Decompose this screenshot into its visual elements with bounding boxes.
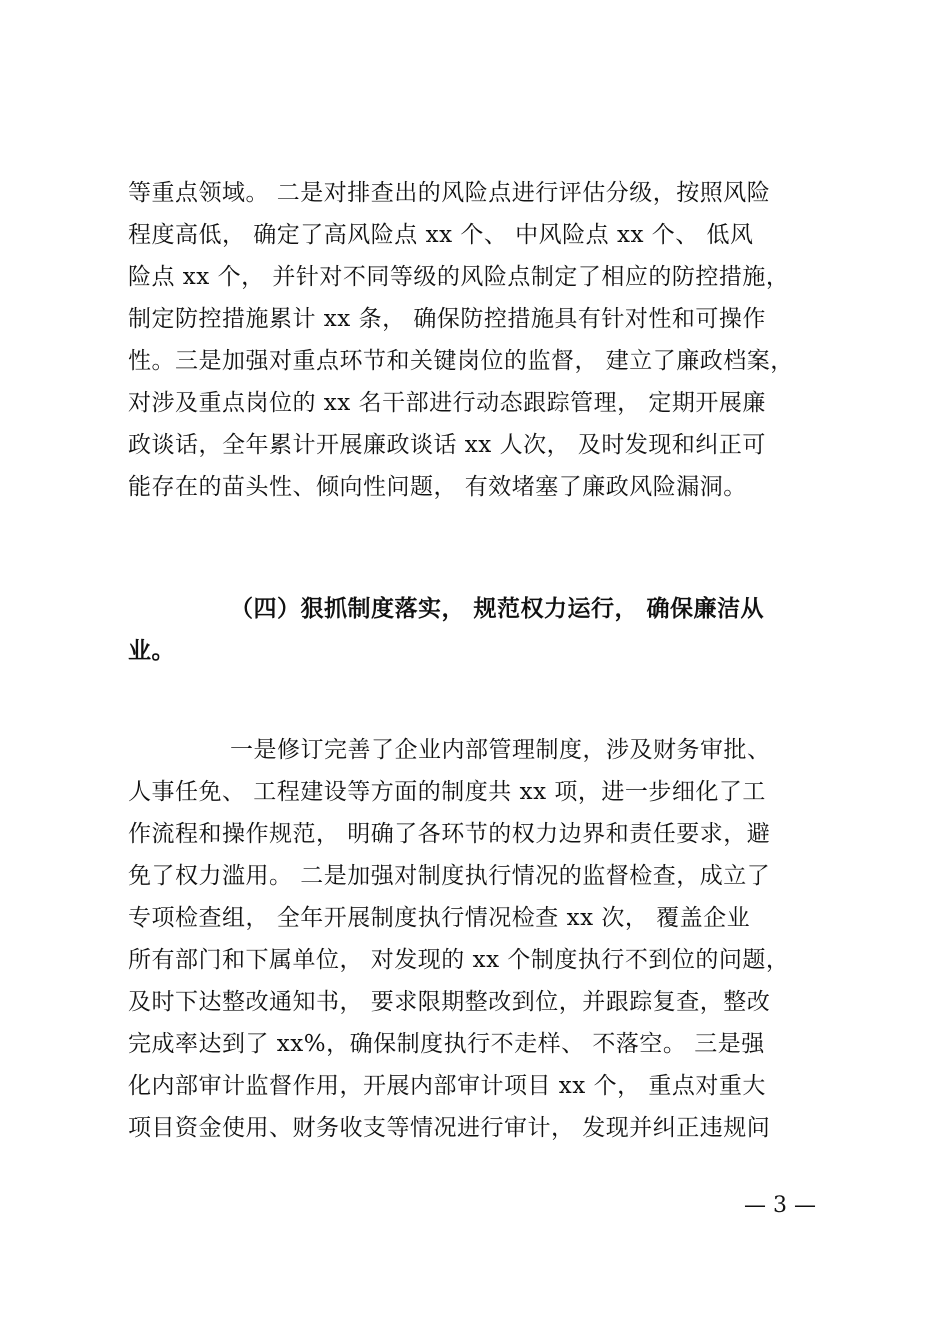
page-number: — 3 — bbox=[744, 1193, 816, 1218]
paragraph-2-line-2: 人事任免、 工程建设等方面的制度共 xx 项，进一步细化了工 bbox=[128, 779, 766, 805]
paragraph-2-line-10: 项目资金使用、财务收支等情况进行审计， 发现并纠正违规问 bbox=[128, 1115, 771, 1141]
paragraph-2-line-6: 所有部门和下属单位， 对发现的 xx 个制度执行不到位的问题， bbox=[128, 947, 790, 973]
paragraph-1-line-1: 等重点领域。 二是对排查出的风险点进行评估分级，按照风险 bbox=[128, 180, 771, 206]
paragraph-1-line-4: 制定防控措施累计 xx 条， 确保防控措施具有针对性和可操作 bbox=[128, 306, 766, 332]
paragraph-2-line-8: 完成率达到了 xx%，确保制度执行不走样、 不落空。 三是强 bbox=[128, 1031, 765, 1057]
paragraph-1-line-8: 能存在的苗头性、倾向性问题， 有效堵塞了廉政风险漏洞。 bbox=[128, 474, 747, 500]
paragraph-1-line-7: 政谈话，全年累计开展廉政谈话 xx 人次， 及时发现和纠正可 bbox=[128, 432, 766, 458]
paragraph-2-line-1: 一是修订完善了企业内部管理制度，涉及财务审批、 bbox=[230, 737, 771, 763]
section-heading-line-1: （四）狠抓制度落实， 规范权力运行， 确保廉洁从 bbox=[230, 595, 765, 622]
paragraph-2-line-7: 及时下达整改通知书， 要求限期整改到位，并跟踪复查，整改 bbox=[128, 989, 771, 1015]
paragraph-2-line-3: 作流程和操作规范， 明确了各环节的权力边界和责任要求，避 bbox=[128, 821, 771, 847]
paragraph-1-line-5: 性。三是加强对重点环节和关键岗位的监督， 建立了廉政档案， bbox=[128, 348, 794, 374]
paragraph-2-line-4: 免了权力滥用。 二是加强对制度执行情况的监督检查，成立了 bbox=[128, 863, 771, 889]
section-heading-line-2: 业。 bbox=[128, 637, 175, 664]
paragraph-1-line-2: 程度高低， 确定了高风险点 xx 个、 中风险点 xx 个、 低风 bbox=[128, 222, 754, 248]
paragraph-1-line-3: 险点 xx 个， 并针对不同等级的风险点制定了相应的防控措施， bbox=[128, 264, 790, 290]
paragraph-2-line-9: 化内部审计监督作用，开展内部审计项目 xx 个， 重点对重大 bbox=[128, 1073, 766, 1099]
paragraph-2-line-5: 专项检查组， 全年开展制度执行情况检查 xx 次， 覆盖企业 bbox=[128, 905, 751, 931]
paragraph-1-line-6: 对涉及重点岗位的 xx 名干部进行动态跟踪管理， 定期开展廉 bbox=[128, 390, 766, 416]
